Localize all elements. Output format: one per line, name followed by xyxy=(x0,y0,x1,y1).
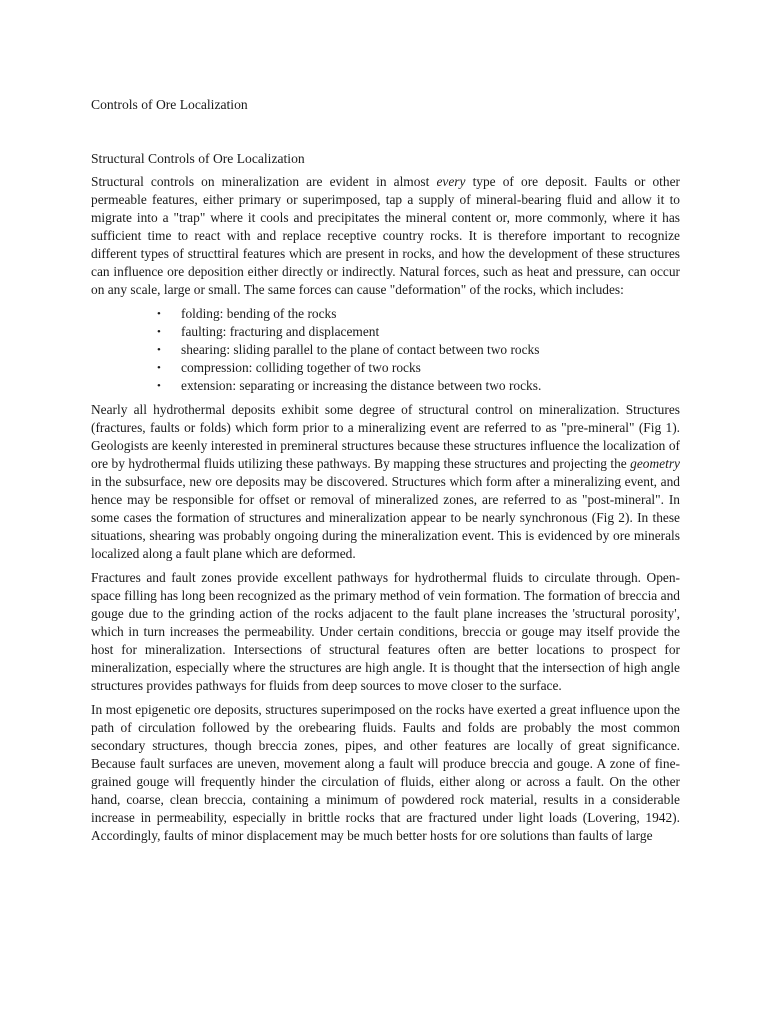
paragraph-intro-text-a: Structural controls on mineralization are evident in almost xyxy=(91,174,437,189)
paragraph-hydrothermal-emphasis: geometry xyxy=(630,456,680,471)
paragraph-intro-text-b: type of ore deposit. Faults or other permeable features, either primary or superimposed, tap a supply of mineral-bearing fluid and allow it to migrate into a "trap" where it cools and precipitates the mineral content or, more commonly, where it has sufficient time to react with and replace receptive country rocks. It is therefore important to recognize different types of structtiral features which are present in rocks, and how the development of these structures can influence ore deposition either directly or indirectly. Natural forces, such as heat and pressure, can occur on any scale, large or small. The same forces can cause "deformation" of the rocks, which includes: xyxy=(91,174,680,297)
list-item-text: compression: colliding together of two rocks xyxy=(181,360,421,375)
paragraph-intro-emphasis: every xyxy=(436,174,466,189)
bullet-icon: • xyxy=(157,380,161,392)
bullet-icon: • xyxy=(157,326,161,338)
bullet-icon: • xyxy=(157,344,161,356)
deformation-list xyxy=(91,305,680,395)
list-item xyxy=(157,341,680,359)
document-page xyxy=(91,96,680,851)
paragraph-hydrothermal xyxy=(91,401,680,563)
list-item xyxy=(157,323,680,341)
list-item-text: faulting: fracturing and displacement xyxy=(181,324,380,339)
bullet-icon: • xyxy=(157,308,161,320)
list-item xyxy=(157,305,680,323)
document-title: Controls of Ore Localization xyxy=(91,97,248,112)
paragraph-epigenetic: In most epigenetic ore deposits, structures superimposed on the rocks have exerted a great influence upon the path of circulation followed by the orebearing fluids. Faults and folds are probably the most common secondary structures, though breccia zones, pipes, and other features are locally of great significance. Because fault surfaces are uneven, movement along a fault will produce breccia and gouge. A zone of fine-grained gouge will frequently hinder the circulation of fluids, either along or across a fault. On the other hand, coarse, clean breccia, containing a minimum of powdered rock material, results in a considerable increase in permeability, especially in brittle rocks that are fractured under light loads (Lovering, 1942). Accordingly, faults of minor displacement may be much better hosts for ore solutions than faults of large xyxy=(91,702,680,843)
bullet-icon: • xyxy=(157,362,161,374)
list-item-text: shearing: sliding parallel to the plane of contact between two rocks xyxy=(181,342,540,357)
paragraph-hydrothermal-text-a: Nearly all hydrothermal deposits exhibit some degree of structural control on mineralization. Structures (fractures, faults or folds) which form prior to a mineralizing event are referred to as "pre-mineral" (Fig 1). Geologists are keenly interested in premineral structures because these structures influence the localization of ore by hydrothermal fluids utilizing these pathways. By mapping these structures and projecting the xyxy=(91,402,680,471)
paragraph-hydrothermal-text-b: in the subsurface, new ore deposits may be discovered. Structures which form after a mineralizing event, and hence may be responsible for offset or removal of mineralized zones, are referred to as "post-mineral". In some cases the formation of structures and mineralization appear to be nearly synchronous (Fig 2). In these situations, shearing was probably ongoing during the mineralization event. This is evidenced by ore minerals localized along a fault plane which are deformed. xyxy=(91,474,680,561)
paragraph-intro xyxy=(91,173,680,299)
list-item-text: extension: separating or increasing the distance between two rocks. xyxy=(181,378,542,393)
paragraph-fractures: Fractures and fault zones provide excellent pathways for hydrothermal fluids to circulate through. Open-space filling has long been recognized as the primary method of vein formation. The formation of breccia and gouge due to the grinding action of the rocks adjacent to the fault plane increases the 'structural porosity', which in turn increases the permeability. Under certain conditions, breccia or gouge may itself provide the host for mineralization. Intersections of structural features often are better locations to prospect for mineralization, especially where the structures are high angle. It is thought that the intersection of high angle structures provides pathways for fluids from deep sources to move closer to the surface. xyxy=(91,570,680,693)
list-item xyxy=(157,377,680,395)
section-title: Structural Controls of Ore Localization xyxy=(91,151,305,166)
list-item-text: folding: bending of the rocks xyxy=(181,306,337,321)
list-item xyxy=(157,359,680,377)
